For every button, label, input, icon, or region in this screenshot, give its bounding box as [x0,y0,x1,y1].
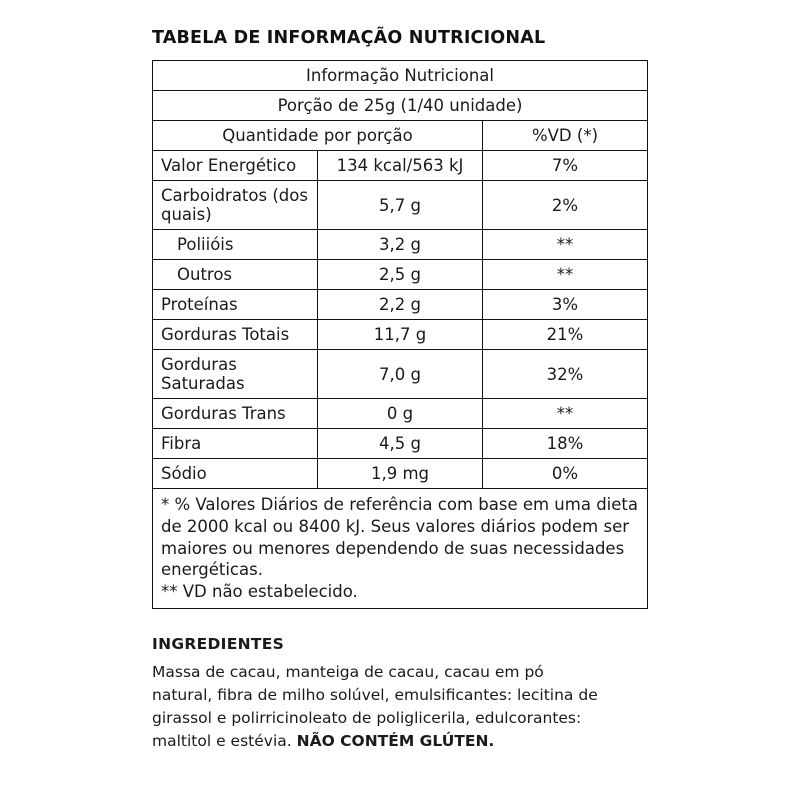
nutrient-vd: ** [483,230,648,260]
table-row [153,399,648,429]
table-footnote: * % Valores Diários de referência com base em uma dieta de 2000 kcal ou 8400 kJ. Seus valores diários podem ser maiores ou menores dependendo de suas necessidades energéticas. ** VD não estabelecido. [153,489,648,609]
table-row-header-title [153,61,648,91]
nutrient-quantity: 1,9 mg [318,459,483,489]
table-row [153,320,648,350]
nutrient-name: Outros [153,260,318,290]
nutrient-quantity: 11,7 g [318,320,483,350]
nutrient-name: Gorduras Trans [153,399,318,429]
nutrient-quantity: 5,7 g [318,181,483,230]
nutrient-name: Valor Energético [153,151,318,181]
ingredients-text [152,661,602,753]
table-row-column-headers [153,121,648,151]
table-row-footnote [153,489,648,609]
nutrient-vd: ** [483,399,648,429]
table-row [153,260,648,290]
nutrient-vd: 2% [483,181,648,230]
table-row-serving [153,91,648,121]
nutrient-vd: 3% [483,290,648,320]
nutrient-quantity: 7,0 g [318,350,483,399]
nutrient-quantity: 134 kcal/563 kJ [318,151,483,181]
nutrient-quantity: 2,2 g [318,290,483,320]
nutrient-quantity: 0 g [318,399,483,429]
nutrient-quantity: 2,5 g [318,260,483,290]
nutrition-table-body [153,61,648,609]
nutrient-name: Carboidratos (dos quais) [153,181,318,230]
nutrient-vd: 0% [483,459,648,489]
nutrient-quantity: 3,2 g [318,230,483,260]
page-title: TABELA DE INFORMAÇÃO NUTRICIONAL [152,28,546,48]
nutrient-name: Gorduras Totais [153,320,318,350]
ingredients-heading: INGREDIENTES [152,634,285,653]
table-row [153,151,648,181]
nutrition-facts-table [152,60,648,609]
table-row [153,350,648,399]
table-row [153,290,648,320]
nutrient-name: Sódio [153,459,318,489]
ingredients-text-bold: NÃO CONTÉM GLÚTEN. [296,731,495,750]
nutrient-name: Fibra [153,429,318,459]
serving-size: Porção de 25g (1/40 unidade) [153,91,648,121]
table-row [153,459,648,489]
column-header-vd: %VD (*) [483,121,648,151]
table-header-title: Informação Nutricional [153,61,648,91]
table-row [153,230,648,260]
nutrient-name: Proteínas [153,290,318,320]
nutrition-label-page [152,28,652,753]
nutrient-vd: ** [483,260,648,290]
nutrient-name: Poliióis [153,230,318,260]
nutrient-name: Gorduras Saturadas [153,350,318,399]
column-header-quantity: Quantidade por porção [153,121,483,151]
nutrient-vd: 18% [483,429,648,459]
nutrient-quantity: 4,5 g [318,429,483,459]
table-row [153,181,648,230]
table-row [153,429,648,459]
nutrient-vd: 21% [483,320,648,350]
nutrient-vd: 32% [483,350,648,399]
ingredients-text-plain: Massa de cacau, manteiga de cacau, cacau em pó natural, fibra de milho solúvel, emulsificantes: lecitina de girassol e polirricinoleato de poliglicerila, edulcorantes: maltitol e estévia. [152,662,598,750]
nutrient-vd: 7% [483,151,648,181]
